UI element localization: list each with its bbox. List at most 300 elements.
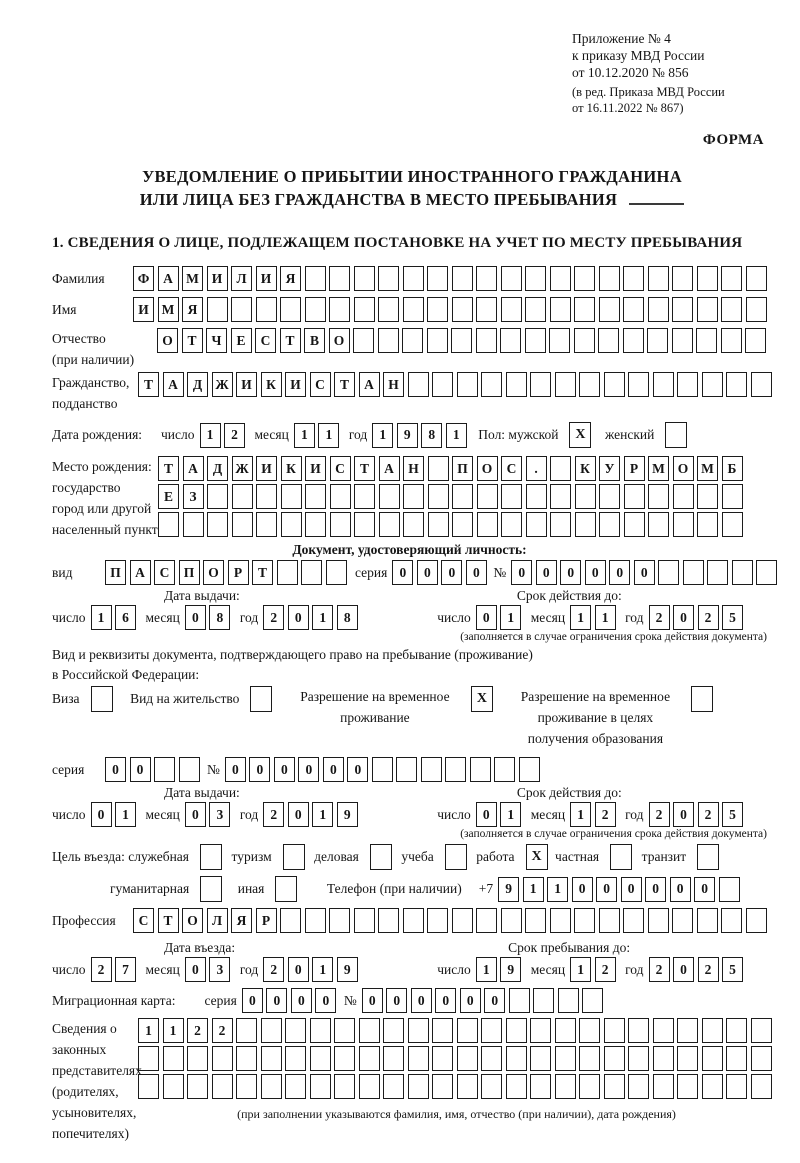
char-cell xyxy=(236,1046,257,1071)
char-cell: 9 xyxy=(337,802,358,827)
char-cell xyxy=(501,512,522,537)
purpose-tourism-checkbox xyxy=(283,844,305,870)
char-cell: 2 xyxy=(595,957,616,982)
year-label: год xyxy=(239,609,259,625)
stay-day-cells xyxy=(476,957,525,982)
label-line: Разрешение на временное xyxy=(300,689,450,705)
citizenship-label xyxy=(52,372,133,414)
char-cell: 0 xyxy=(596,877,617,902)
char-cell: 2 xyxy=(698,802,719,827)
day-label: число xyxy=(437,961,471,977)
char-cell xyxy=(648,484,669,509)
char-cell xyxy=(533,988,554,1013)
char-cell xyxy=(702,1018,723,1043)
char-cell xyxy=(702,1046,723,1071)
doc-number-label: № xyxy=(493,564,507,580)
issue-year-cells xyxy=(263,605,361,630)
char-cell xyxy=(673,512,694,537)
char-cell: 2 xyxy=(224,423,245,448)
stay-year-cells xyxy=(649,957,747,982)
char-cell xyxy=(457,1074,478,1099)
char-cell xyxy=(354,908,375,933)
label-line: Разрешение на временное xyxy=(520,689,671,705)
char-cell xyxy=(445,757,466,782)
patronymic-row xyxy=(52,328,772,370)
purpose-work-checkbox: X xyxy=(526,844,548,870)
char-cell xyxy=(501,484,522,509)
label-line: населенный пункт xyxy=(52,522,158,538)
birth-place-cells xyxy=(158,456,746,540)
char-cell xyxy=(402,328,423,353)
residence-doc-text-2 xyxy=(52,667,772,683)
char-cell xyxy=(383,1074,404,1099)
char-cell xyxy=(329,297,350,322)
char-cell xyxy=(628,1046,649,1071)
identity-doc-heading xyxy=(52,542,772,558)
permit-issue-year-cells xyxy=(263,802,361,827)
appendix-reference xyxy=(572,30,772,117)
char-cell: 1 xyxy=(312,957,333,982)
profession-cells xyxy=(133,908,770,933)
char-cell: Т xyxy=(158,456,179,481)
char-cell xyxy=(421,757,442,782)
residence-permit-checkbox xyxy=(250,686,272,712)
char-cell: М xyxy=(648,456,669,481)
char-cell xyxy=(702,372,723,397)
char-cell xyxy=(672,297,693,322)
residence-doc-text-line2: в Российской Федерации: xyxy=(52,667,200,683)
char-cell: 2 xyxy=(649,802,670,827)
legal-representatives-label xyxy=(52,1018,142,1144)
temp-residence-checkbox: X xyxy=(471,686,493,712)
char-cell xyxy=(623,908,644,933)
char-cell: 0 xyxy=(291,988,312,1013)
char-cell xyxy=(574,908,595,933)
given-name-row xyxy=(52,297,772,322)
char-cell: С xyxy=(255,328,276,353)
char-cell xyxy=(500,328,521,353)
char-cell: Т xyxy=(158,908,179,933)
char-cell xyxy=(231,297,252,322)
char-cell: А xyxy=(158,266,179,291)
validity-note: (заполняется в случае ограничения срока действия документа) xyxy=(460,828,767,841)
char-cell xyxy=(746,908,767,933)
valid-month-cells xyxy=(570,605,619,630)
label-line: Гражданство, xyxy=(52,375,130,391)
char-cell xyxy=(648,266,669,291)
char-cell: О xyxy=(329,328,350,353)
char-cell xyxy=(378,908,399,933)
label-line: получения образования xyxy=(527,731,664,747)
label-line: проживание в целях xyxy=(537,710,654,726)
char-cell: 8 xyxy=(421,423,442,448)
permit-valid-day-cells xyxy=(476,802,525,827)
month-label: месяц xyxy=(254,427,289,443)
char-cell: И xyxy=(236,372,257,397)
char-cell xyxy=(653,372,674,397)
char-cell xyxy=(207,484,228,509)
birth-place-row xyxy=(52,456,772,540)
char-cell: 0 xyxy=(572,877,593,902)
char-cell xyxy=(707,560,728,585)
char-cell xyxy=(281,484,302,509)
label-line: попечителях) xyxy=(52,1126,129,1142)
char-cell xyxy=(457,1046,478,1071)
migration-card-series-cells xyxy=(242,988,340,1013)
char-cell xyxy=(305,297,326,322)
char-cell: Н xyxy=(403,456,424,481)
temp-residence-education-label xyxy=(510,686,680,749)
char-cell xyxy=(726,1018,747,1043)
char-cell: 1 xyxy=(115,802,136,827)
char-cell: П xyxy=(452,456,473,481)
char-cell: Я xyxy=(231,908,252,933)
char-cell: 0 xyxy=(460,988,481,1013)
birth-place-cells-row-1 xyxy=(158,456,746,481)
char-cell: Е xyxy=(231,328,252,353)
birth-place-cells-row-2 xyxy=(158,484,746,509)
char-cell xyxy=(582,988,603,1013)
char-cell: 0 xyxy=(185,605,206,630)
spacer xyxy=(52,889,110,890)
char-cell xyxy=(530,372,551,397)
char-cell xyxy=(280,908,301,933)
form-title xyxy=(52,165,772,212)
citizenship-row xyxy=(52,372,772,414)
char-cell xyxy=(179,757,200,782)
char-cell xyxy=(726,1074,747,1099)
char-cell: О xyxy=(673,456,694,481)
char-cell xyxy=(526,484,547,509)
char-cell xyxy=(232,512,253,537)
char-cell: 1 xyxy=(294,423,315,448)
char-cell xyxy=(383,1018,404,1043)
char-cell: 0 xyxy=(91,802,112,827)
form-body xyxy=(52,266,772,1144)
label-line: представителях xyxy=(52,1063,142,1079)
spacer xyxy=(240,948,508,949)
char-cell xyxy=(378,297,399,322)
month-label: месяц xyxy=(145,961,180,977)
migration-card-label: Миграционная карта: xyxy=(52,992,176,1008)
char-cell xyxy=(732,560,753,585)
char-cell xyxy=(476,328,497,353)
residence-doc-text-line1: Вид и реквизиты документа, подтверждающего право на пребывание (проживание) xyxy=(52,647,533,663)
char-cell xyxy=(481,1018,502,1043)
char-cell xyxy=(403,512,424,537)
char-cell xyxy=(408,1046,429,1071)
phone-cells xyxy=(498,877,743,902)
migration-card-series-label: серия xyxy=(204,992,237,1008)
char-cell xyxy=(550,484,571,509)
section1-title: 1. СВЕДЕНИЯ О ЛИЦЕ, ПОДЛЕЖАЩЕМ ПОСТАНОВКЕ НА УЧЕТ ПО МЕСТУ ПРЕБЫВАНИЯ xyxy=(52,235,743,252)
entry-purpose-row xyxy=(52,844,772,870)
char-cell xyxy=(525,297,546,322)
char-cell: С xyxy=(330,456,351,481)
birth-place-label xyxy=(52,456,158,540)
char-cell xyxy=(697,297,718,322)
char-cell xyxy=(697,908,718,933)
char-cell xyxy=(726,1046,747,1071)
spacer xyxy=(361,814,437,815)
char-cell xyxy=(494,757,515,782)
purpose-humanitarian-checkbox xyxy=(200,876,222,902)
char-cell: К xyxy=(281,456,302,481)
char-cell xyxy=(555,1046,576,1071)
permit-dates-labels xyxy=(52,785,772,801)
year-label: год xyxy=(239,806,259,822)
char-cell: А xyxy=(183,456,204,481)
char-cell xyxy=(672,328,693,353)
char-cell xyxy=(751,1074,772,1099)
month-label: месяц xyxy=(145,609,180,625)
char-cell xyxy=(428,484,449,509)
char-cell xyxy=(330,512,351,537)
char-cell xyxy=(408,372,429,397)
char-cell: Д xyxy=(187,372,208,397)
char-cell: О xyxy=(477,456,498,481)
char-cell: 1 xyxy=(446,423,467,448)
char-cell: 0 xyxy=(266,988,287,1013)
char-cell: Т xyxy=(334,372,355,397)
char-cell: О xyxy=(182,908,203,933)
label-line: город или другой xyxy=(52,501,152,517)
female-checkbox xyxy=(665,422,687,448)
char-cell: М xyxy=(158,297,179,322)
month-label: месяц xyxy=(530,961,566,977)
char-cell xyxy=(673,484,694,509)
label-line: законных xyxy=(52,1042,107,1058)
char-cell xyxy=(677,1046,698,1071)
char-cell xyxy=(457,1018,478,1043)
char-cell xyxy=(310,1046,331,1071)
char-cell xyxy=(354,266,375,291)
permit-series-cells xyxy=(105,757,203,782)
char-cell: 0 xyxy=(274,757,295,782)
char-cell xyxy=(427,328,448,353)
visa-checkbox xyxy=(91,686,113,712)
legal-representatives-cells-row-2 xyxy=(138,1046,775,1071)
legal-representatives-cells-row-1 xyxy=(138,1018,775,1043)
doc-number-cells xyxy=(511,560,781,585)
char-cell xyxy=(506,372,527,397)
char-cell xyxy=(452,297,473,322)
char-cell: 0 xyxy=(673,957,694,982)
char-cell: 0 xyxy=(441,560,462,585)
char-cell xyxy=(530,1046,551,1071)
purpose-business-checkbox xyxy=(370,844,392,870)
char-cell: 5 xyxy=(722,957,743,982)
doc-kind-cells xyxy=(105,560,350,585)
issue-date-label: Дата выдачи: xyxy=(164,785,240,801)
char-cell xyxy=(501,908,522,933)
day-label: число xyxy=(52,609,86,625)
char-cell xyxy=(506,1074,527,1099)
char-cell: И xyxy=(207,266,228,291)
purpose-official-label: Цель въезда: служебная xyxy=(52,849,189,865)
char-cell: Р xyxy=(228,560,249,585)
char-cell xyxy=(574,266,595,291)
char-cell: С xyxy=(501,456,522,481)
char-cell: 0 xyxy=(476,605,497,630)
char-cell xyxy=(477,512,498,537)
char-cell: 0 xyxy=(249,757,270,782)
purpose-private-checkbox xyxy=(610,844,632,870)
char-cell xyxy=(476,297,497,322)
appendix-line-3: от 10.12.2020 № 856 xyxy=(572,65,689,80)
char-cell xyxy=(378,266,399,291)
issue-month-cells xyxy=(185,605,234,630)
char-cell: М xyxy=(697,456,718,481)
char-cell: 1 xyxy=(570,802,591,827)
char-cell xyxy=(604,1074,625,1099)
char-cell: 0 xyxy=(288,605,309,630)
appendix-line-1: Приложение № 4 xyxy=(572,31,671,46)
label-line: Сведения о xyxy=(52,1021,117,1037)
char-cell: 0 xyxy=(417,560,438,585)
char-cell: У xyxy=(599,456,620,481)
birth-year-cells xyxy=(372,423,470,448)
migration-card-number-label: № xyxy=(343,992,357,1008)
char-cell: 1 xyxy=(312,605,333,630)
char-cell xyxy=(403,484,424,509)
char-cell xyxy=(702,1074,723,1099)
char-cell: Е xyxy=(158,484,179,509)
char-cell: 3 xyxy=(209,802,230,827)
char-cell: 1 xyxy=(570,957,591,982)
char-cell xyxy=(525,908,546,933)
legal-representatives-cells-caption: (при заполнении указываются фамилия, имя, отчество (при наличии), дата рождения) xyxy=(237,1107,676,1122)
label-line: Отчество xyxy=(52,331,106,347)
purpose-official-checkbox xyxy=(200,844,222,870)
identity-doc-heading-label: Документ, удостоверяющий личность: xyxy=(292,542,527,558)
valid-until-label: Срок действия до: xyxy=(516,588,622,604)
label-line: усыновителях, xyxy=(52,1105,137,1121)
char-cell: 0 xyxy=(621,877,642,902)
char-cell: 3 xyxy=(209,957,230,982)
char-cell: 0 xyxy=(673,605,694,630)
permit-series-label: серия xyxy=(52,761,85,777)
char-cell xyxy=(432,372,453,397)
visa-label: Виза xyxy=(52,691,80,707)
char-cell: 1 xyxy=(163,1018,184,1043)
char-cell xyxy=(501,266,522,291)
char-cell xyxy=(207,297,228,322)
char-cell: 0 xyxy=(645,877,666,902)
char-cell xyxy=(599,297,620,322)
char-cell xyxy=(501,297,522,322)
char-cell: 0 xyxy=(536,560,557,585)
char-cell xyxy=(550,456,571,481)
char-cell: 0 xyxy=(347,757,368,782)
char-cell: Т xyxy=(252,560,273,585)
issue-date-label: Дата выдачи: xyxy=(164,588,240,604)
male-checkbox: X xyxy=(569,422,591,448)
char-cell: 0 xyxy=(585,560,606,585)
patronymic-cells xyxy=(157,328,770,353)
char-cell xyxy=(378,328,399,353)
char-cell: 0 xyxy=(392,560,413,585)
char-cell: Т xyxy=(280,328,301,353)
form-title-line-1: УВЕДОМЛЕНИЕ О ПРИБЫТИИ ИНОСТРАННОГО ГРАЖДАНИНА xyxy=(142,166,682,186)
permit-issue-month-cells xyxy=(185,802,234,827)
char-cell: 2 xyxy=(649,957,670,982)
char-cell xyxy=(525,266,546,291)
char-cell: А xyxy=(163,372,184,397)
char-cell xyxy=(604,1018,625,1043)
char-cell xyxy=(187,1046,208,1071)
char-cell: П xyxy=(105,560,126,585)
entry-month-cells xyxy=(185,957,234,982)
permit-series-row xyxy=(52,757,772,782)
permit-issue-day-cells xyxy=(91,802,140,827)
char-cell xyxy=(628,1018,649,1043)
stay-until-label: Срок пребывания до: xyxy=(508,940,631,956)
year-label: год xyxy=(348,427,368,443)
char-cell xyxy=(647,328,668,353)
char-cell: И xyxy=(305,456,326,481)
char-cell xyxy=(330,484,351,509)
permit-valid-month-cells xyxy=(570,802,619,827)
spacer xyxy=(361,617,437,618)
char-cell: Л xyxy=(207,908,228,933)
month-label: месяц xyxy=(530,609,566,625)
char-cell xyxy=(232,484,253,509)
permit-number-cells xyxy=(225,757,544,782)
char-cell xyxy=(722,484,743,509)
char-cell: И xyxy=(133,297,154,322)
label-line: Место рождения: xyxy=(52,459,152,475)
amendment-reference xyxy=(572,85,772,117)
char-cell: 0 xyxy=(298,757,319,782)
char-cell: Т xyxy=(138,372,159,397)
char-cell xyxy=(207,512,228,537)
char-cell: 1 xyxy=(318,423,339,448)
char-cell xyxy=(751,1046,772,1071)
char-cell xyxy=(599,266,620,291)
migration-card-row xyxy=(52,988,772,1013)
char-cell xyxy=(721,328,742,353)
char-cell: 0 xyxy=(242,988,263,1013)
char-cell xyxy=(721,266,742,291)
char-cell xyxy=(285,1074,306,1099)
char-cell: О xyxy=(157,328,178,353)
char-cell: Л xyxy=(231,266,252,291)
char-cell xyxy=(334,1074,355,1099)
char-cell xyxy=(530,1074,551,1099)
char-cell xyxy=(476,266,497,291)
spacer xyxy=(245,596,517,597)
residence-doc-text-1 xyxy=(52,647,772,663)
char-cell: 1 xyxy=(138,1018,159,1043)
purpose-study-label: учеба xyxy=(401,849,434,865)
char-cell xyxy=(163,1074,184,1099)
char-cell: 8 xyxy=(337,605,358,630)
char-cell xyxy=(457,372,478,397)
char-cell xyxy=(256,484,277,509)
temp-residence-label xyxy=(290,686,460,728)
char-cell: 0 xyxy=(225,757,246,782)
char-cell xyxy=(481,1074,502,1099)
char-cell xyxy=(383,1046,404,1071)
purpose-transit-checkbox xyxy=(697,844,719,870)
char-cell xyxy=(470,757,491,782)
char-cell xyxy=(163,1046,184,1071)
char-cell xyxy=(334,1046,355,1071)
forma-label: ФОРМА xyxy=(702,131,764,148)
purpose-tourism-label: туризм xyxy=(231,849,272,865)
entry-purpose-row-2 xyxy=(52,876,772,902)
